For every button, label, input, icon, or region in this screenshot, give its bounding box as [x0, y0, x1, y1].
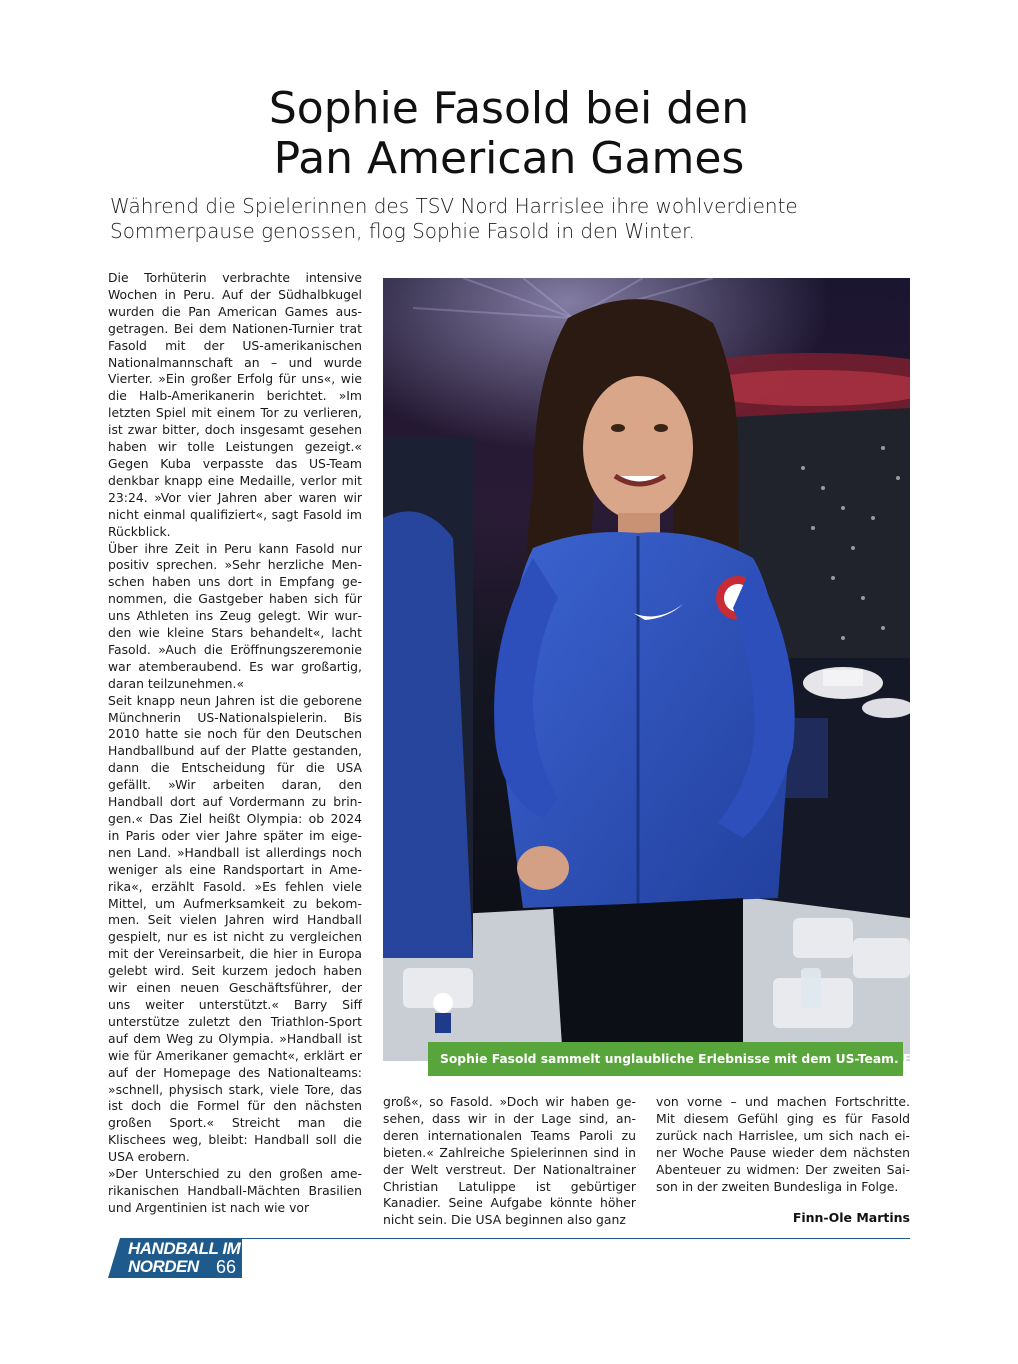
paragraph: groß«, so Fasold. »Doch wir haben gesehen, dass wir in der Lage sind, anderen internationalen Teams Paroli zu bieten.« Zahlreiche Spielerinnen sind in der Welt verstreut. Der Nationaltrainer Christian Latulippe ist gebürtiger Kanadier. Seine Aufgabe könnte höher nicht sein. Die USA beginnen also ganz	[383, 1094, 636, 1228]
article-photo	[383, 278, 910, 1061]
author-byline: Finn-Ole Martins	[792, 1210, 910, 1225]
paragraph: Die Torhüterin verbrachte intensive Wochen in Peru. Auf der Südhalbkugel wurden die Pan American Games ausgetragen. Bei dem Nationen-Turnier trat Fasold mit der US-amerikanischen Nationalmannschaft an – und wurde Vierter. »Ein großer Erfolg für uns«, wie die Halb-Amerikanerin berichtet. »Im letzten Spiel mit einem Tor zu verlieren, ist zwar bitter, doch insgesamt gesehen haben wir tolle Leistungen gezeigt.« Gegen Kuba verpasste das US-Team denkbar knapp eine Medaille, verlor mit 23:24. »Vor vier Jahren aber waren wir nicht einmal qualifiziert«, sagt Fasold im Rückblick.	[108, 270, 362, 539]
title-line-2: Pan American Games	[273, 133, 745, 184]
paragraph: von vorne – und machen Fortschritte. Mit diesem Gefühl ging es für Fasold zurück nach Harrislee, um sich nach einer Woche Pause wieder dem nächsten Abenteuer zu widmen: Der zweiten Saison in der zweiten Bundesliga in Folge.	[656, 1094, 910, 1194]
paragraph: Seit knapp neun Jahren ist die geborene Münchnerin US-Nationalspielerin. Bis 2010 hatte sie noch für den Deutschen Handballbund auf der Platte gestanden, dann die Entscheidung für die USA gefällt. »Wir arbeiten daran, den Handball dort auf Vordermann zu bringen.« Das Ziel heißt Olympia: ob 2024 in Paris oder vier Jahre später im eigenen Land. »Handball ist allerdings noch weniger als eine Randsportart in Amerika«, erzählt Fasold. »Es fehlen viele Mittel, um Aufmerksamkeit zu bekommen. Seit vielen Jahren wird Handball gespielt, nur es ist nicht zu vergleichen mit der Vereinsarbeit, die hier in Europa gelebt wird. Seit kurzem jedoch haben wir einen neuen Geschäftsführer, der uns weiter unterstützt.« Barry Siff unterstütze zuletzt den Triathlon-Sport auf dem Weg zu Olympia. »Handball ist wie für Amerikaner gemacht«, erklärt er auf der Homepage des Nationalteams: »schnell, physisch stark, viele Tore, das ist doch die Formel für den nächsten großen Sport.« Streicht man die Klischees weg, bleibt: Handball soll die USA erobern.	[108, 692, 362, 1165]
article-title	[0, 84, 1018, 184]
paragraph: Über ihre Zeit in Peru kann Fasold nur positiv sprechen. »Sehr herzliche Menschen haben uns dort in Empfang genommen, die Gastgeber haben sich für uns Athleten ins Zeug gelegt. Wir wurden wie kleine Stars behandelt«, lacht Fasold. »Auch die Eröffnungszeremonie war atemberaubend. Es war großartig, daran teilzunehmen.«	[108, 540, 362, 691]
paragraph: »Der Unterschied zu den großen amerikanischen Handball-Mächten Brasilien und Argentinien ist nach wie vor	[108, 1166, 362, 1215]
photo-caption: Sophie Fasold sammelt unglaubliche Erlebnisse mit dem US-Team. Foto: Privat	[428, 1042, 903, 1076]
text-column-2	[383, 1094, 636, 1229]
article-lead: Während die Spielerinnen des TSV Nord Harrislee ihre wohlverdiente Sommerpause genossen, flog Sophie Fasold in den Winter.	[110, 194, 798, 243]
logo-line-2: NORDEN	[128, 1257, 199, 1276]
text-column-1	[108, 270, 362, 1217]
photo-illustration	[383, 278, 910, 1061]
title-line-1: Sophie Fasold bei den	[268, 83, 750, 134]
logo-line-1: HANDBALL IM	[128, 1239, 241, 1258]
text-column-3	[656, 1094, 910, 1195]
page-number: 66	[215, 1257, 236, 1277]
logo-notch	[108, 1238, 120, 1278]
magazine-logo	[108, 1238, 242, 1278]
